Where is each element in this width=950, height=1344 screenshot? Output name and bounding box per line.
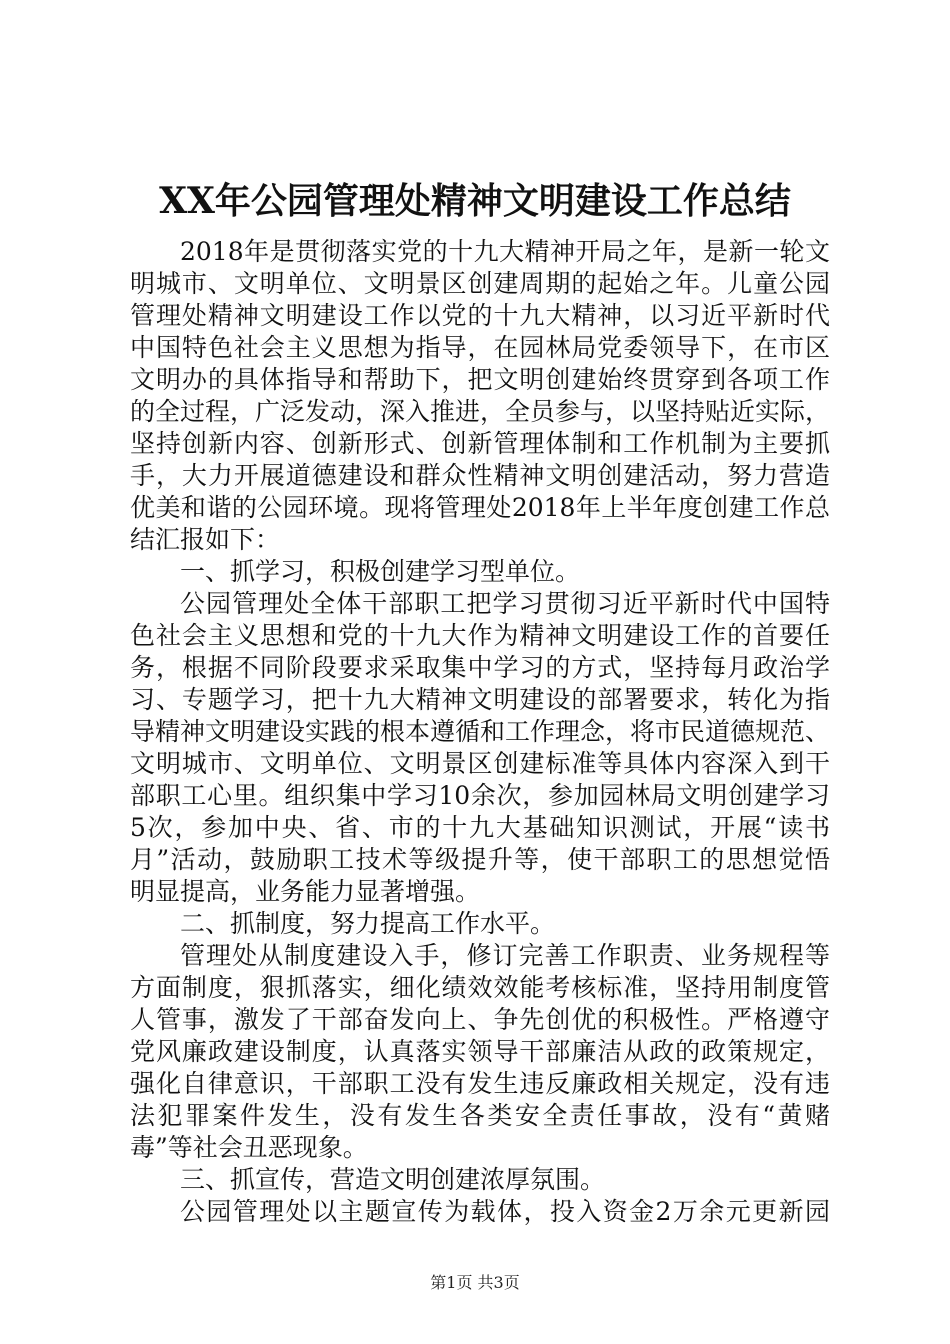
text-line: 明城市、文明单位、文明景区创建周期的起始之年。儿童公园 [130, 269, 830, 298]
text-line: 部职工心里。组织集中学习10余次，参加园林局文明创建学习 [130, 781, 830, 810]
text-line: 明显提高，业务能力显著增强。 [130, 877, 481, 906]
text-line: 公园管理处全体干部职工把学习贯彻习近平新时代中国特 [180, 589, 830, 618]
text-line: 强化自律意识，干部职工没有发生违反廉政相关规定，没有违 [130, 1069, 830, 1098]
text-line: 手，大力开展道德建设和群众性精神文明创建活动，努力营造 [130, 461, 830, 490]
text-line: 文明办的具体指导和帮助下，把文明创建始终贯穿到各项工作 [130, 365, 830, 394]
text-line: 优美和谐的公园环境。现将管理处2018年上半年度创建工作总 [130, 493, 830, 522]
text-line: 色社会主义思想和党的十九大作为精神文明建设工作的首要任 [130, 621, 830, 650]
text-line: 导精神文明建设实践的根本遵循和工作理念，将市民道德规范、 [130, 717, 831, 746]
text-line: 坚持创新内容、创新形式、创新管理体制和工作机制为主要抓 [130, 429, 830, 458]
text-line: 2018年是贯彻落实党的十九大精神开局之年，是新一轮文 [180, 237, 830, 266]
page-footer: 第1页 共3页 [430, 1273, 520, 1292]
text-line: 二、抓制度，努力提高工作水平。 [180, 909, 556, 938]
text-line: 月”活动，鼓励职工技术等级提升等，使干部职工的思想觉悟 [130, 845, 830, 874]
text-line: 习、专题学习，把十九大精神文明建设的部署要求，转化为指 [130, 685, 830, 714]
text-line: 文明城市、文明单位、文明景区创建标准等具体内容深入到干 [130, 749, 830, 778]
text-line: 人管事，激发了干部奋发向上、争先创优的积极性。严格遵守 [130, 1005, 830, 1034]
text-line: 务，根据不同阶段要求采取集中学习的方式，坚持每月政治学 [130, 653, 830, 682]
text-line: 法犯罪案件发生，没有发生各类安全责任事故，没有“黄赌 [130, 1101, 830, 1130]
text-line: 党风廉政建设制度，认真落实领导干部廉洁从政的政策规定， [130, 1037, 830, 1066]
text-line: 管理处精神文明建设工作以党的十九大精神，以习近平新时代 [130, 301, 830, 330]
text-line: 公园管理处以主题宣传为载体，投入资金2万余元更新园 [180, 1197, 830, 1226]
text-line: 毒”等社会丑恶现象。 [130, 1133, 368, 1162]
text-line: 中国特色社会主义思想为指导，在园林局党委领导下，在市区 [130, 333, 830, 362]
text-line: 方面制度，狠抓落实，细化绩效效能考核标准，坚持用制度管 [130, 973, 830, 1002]
text-line: 一、抓学习，积极创建学习型单位。 [180, 557, 581, 586]
text-line: 5次，参加中央、省、市的十九大基础知识测试，开展“读书 [130, 813, 830, 842]
text-line: 结汇报如下： [130, 525, 281, 554]
document-body [130, 236, 830, 1228]
text-line: 三、抓宣传，营造文明创建浓厚氛围。 [180, 1165, 606, 1194]
text-line: 的全过程，广泛发动，深入推进，全员参与，以坚持贴近实际， [130, 397, 831, 426]
document-title: XX年公园管理处精神文明建设工作总结 [159, 180, 791, 222]
text-line: 管理处从制度建设入手，修订完善工作职责、业务规程等 [180, 941, 830, 970]
